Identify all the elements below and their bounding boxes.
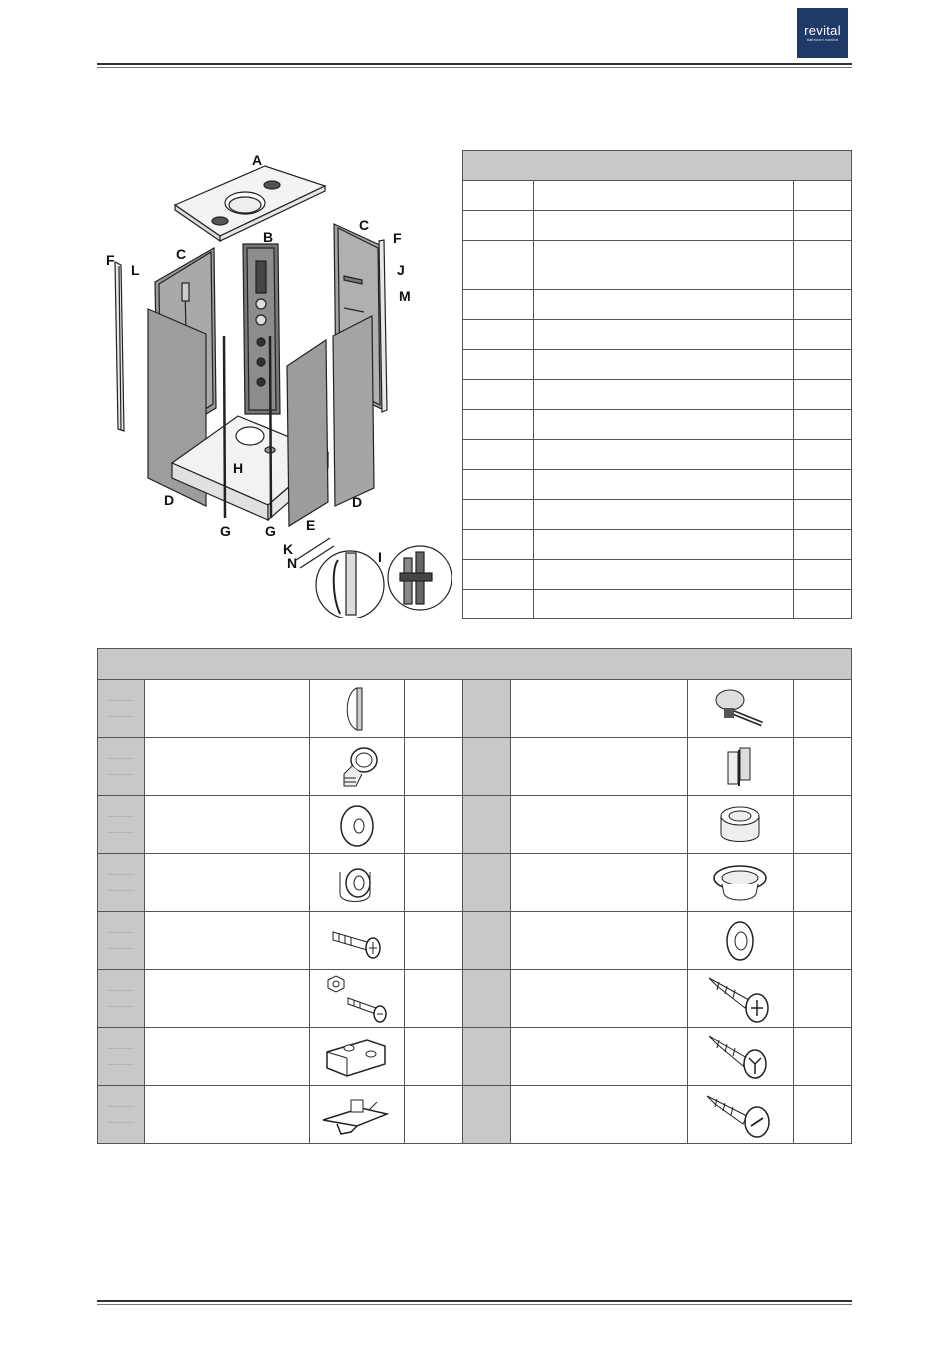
label-G-left: G: [220, 523, 231, 539]
detail-circle-right: [388, 546, 452, 610]
table-row: [463, 530, 852, 560]
roof-panel: [175, 166, 325, 241]
flat-washer-icon: [332, 800, 382, 850]
shower-head-bracket-icon: [710, 684, 770, 734]
fittings-table-header: [98, 649, 852, 680]
header-rule: [97, 63, 852, 65]
label-C-left: C: [176, 246, 187, 262]
label-B: B: [263, 229, 274, 245]
label-M: M: [399, 288, 411, 304]
label-D-right: D: [352, 494, 363, 510]
table-row: [463, 440, 852, 470]
label-D-left: D: [164, 492, 175, 508]
parts-table-header: [463, 151, 852, 181]
label-E: E: [306, 517, 316, 533]
nut-and-bolt-icon: [322, 972, 392, 1026]
label-K: K: [283, 541, 294, 557]
table-row: [463, 470, 852, 500]
table-row: [463, 500, 852, 530]
table-row: [463, 410, 852, 440]
rubber-ring-icon: [715, 800, 765, 850]
table-row: [98, 796, 852, 854]
table-row: [463, 211, 852, 241]
revital-logo: [797, 8, 848, 58]
table-row: [98, 1028, 852, 1086]
bolt-icon: [327, 916, 387, 966]
footer-rule-thin: [97, 1304, 852, 1305]
logo-text: revital: [804, 22, 841, 38]
table-row: [463, 241, 852, 290]
label-A: A: [252, 152, 263, 168]
table-row: [98, 970, 852, 1028]
detail-circle-left: [316, 551, 384, 618]
label-N: N: [287, 555, 298, 571]
exploded-shower-diagram: [100, 148, 452, 618]
table-row: [463, 181, 852, 211]
table-row: [463, 320, 852, 350]
parts-table: [462, 150, 852, 619]
label-I: I: [378, 549, 382, 565]
self-tapping-screw-cross-icon: [705, 972, 775, 1026]
small-washer-icon: [720, 916, 760, 966]
table-row: [98, 912, 852, 970]
corner-post-left: [115, 262, 124, 431]
self-tapping-screw-slot-icon: [703, 1088, 777, 1142]
seal-strip-icon: [337, 684, 377, 734]
clip-bracket-icon: [317, 1088, 397, 1142]
table-row: [463, 350, 852, 380]
label-F-right: F: [393, 230, 402, 246]
self-tapping-screw-y-icon: [705, 1030, 775, 1084]
logo-subtext: bathroom comfort: [806, 36, 839, 42]
label-L: L: [131, 262, 140, 278]
table-row: [98, 1086, 852, 1144]
fittings-table: [97, 648, 852, 1144]
shower-column: [243, 244, 280, 414]
footer-rule: [97, 1300, 852, 1302]
table-row: [98, 680, 852, 738]
spacer-sleeve-icon: [332, 858, 382, 908]
label-H: H: [233, 460, 244, 476]
grommet-cap-icon: [710, 858, 770, 908]
label-J: J: [397, 262, 405, 278]
table-row: [463, 560, 852, 590]
table-row: [463, 290, 852, 320]
table-row: [98, 854, 852, 912]
hinge-icon: [720, 742, 760, 792]
mounting-bracket-icon: [319, 1030, 395, 1084]
table-row: [98, 738, 852, 796]
label-C-right: C: [359, 217, 370, 233]
table-row: [463, 380, 852, 410]
label-G-right: G: [265, 523, 276, 539]
header-rule-thin: [97, 67, 852, 68]
label-F-left: F: [106, 252, 115, 268]
table-row: [463, 590, 852, 619]
elbow-connector-icon: [332, 742, 382, 792]
